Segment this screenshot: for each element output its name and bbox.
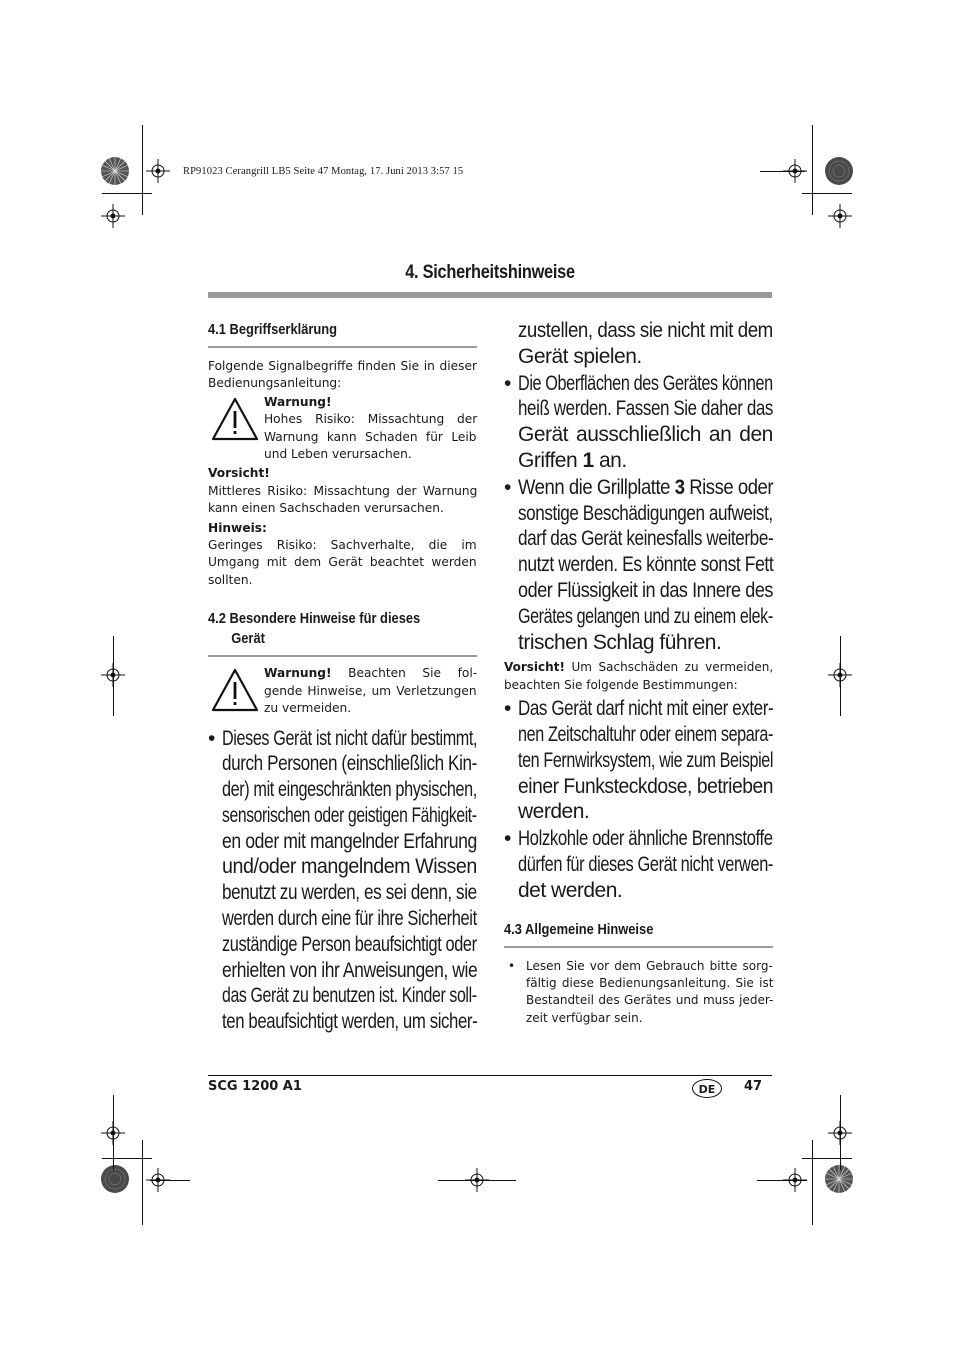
color-target-icon — [824, 1164, 854, 1194]
vorsicht-text-line: kann einen Sachschaden verursachen. — [208, 501, 444, 516]
text-line: darf das Gerät keinesfalls weiterbe- — [518, 527, 774, 551]
hinweis-label: Hinweis: — [208, 520, 267, 535]
crop-line — [113, 636, 114, 716]
text-line: Lesen Sie vor dem Gebrauch bitte sorg- — [526, 958, 773, 973]
vorsicht-notice — [504, 659, 773, 694]
registration-mark-icon — [101, 204, 125, 228]
page-title: 4. Sicherheitshinweise — [405, 262, 575, 283]
text-line: zuständige Person beaufsichtigt oder — [222, 932, 477, 956]
text-line: das Gerät zu benutzen ist. Kinder soll- — [222, 984, 477, 1008]
part-number: 1 — [582, 448, 594, 472]
text-line: Dieses Gerät ist nicht dafür bestimmt, — [222, 726, 478, 750]
warning-label: Warnung! — [264, 666, 332, 681]
crop-line — [142, 1140, 143, 1225]
text-line: Die Oberflächen des Gerätes können — [518, 371, 773, 395]
text-line: fältig diese Bedienungsanleitung. Sie ist — [526, 975, 774, 990]
text-line: einer Funksteckdose, betrieben — [518, 774, 774, 798]
text-line: Das Gerät darf nicht mit einer exter- — [518, 697, 774, 721]
text-line: zustellen, dass sie nicht mit dem — [518, 319, 773, 342]
bullet-item — [504, 371, 773, 474]
text: Griffen — [518, 448, 583, 472]
section-heading-4-2 — [208, 609, 477, 649]
section-rule — [208, 346, 477, 348]
text-line: Bestandteil des Gerätes und muss jeder- — [526, 993, 774, 1008]
text: Wenn die Grillplatte — [518, 475, 675, 499]
text-line: Gerät spielen. — [518, 344, 642, 368]
crop-line — [760, 171, 805, 172]
text-line: werden. — [518, 800, 590, 824]
text: Risse oder — [684, 475, 774, 499]
section-heading-4-2-line: 4.2 Besondere Hinweise für dieses — [208, 610, 421, 628]
crop-line — [802, 1158, 852, 1159]
right-column — [504, 318, 773, 1027]
continued-text — [504, 318, 773, 370]
text-line: Gerät ausschließlich an den — [518, 423, 773, 447]
hinweis-text-line: Geringes Risiko: Sachverhalte, die im — [208, 538, 477, 553]
text: an. — [593, 448, 627, 472]
text-line: oder Flüssigkeit in das Innere des — [518, 578, 774, 602]
text-line: sonstige Beschädigungen aufweist, — [518, 501, 773, 525]
warning-text-line: und Leben verursachen. — [264, 447, 412, 462]
crop-line — [102, 1158, 152, 1159]
hinweis-text-line: Umgang mit dem Gerät beachtet werden — [208, 555, 477, 570]
crop-line — [840, 636, 841, 716]
warning-definition — [208, 394, 477, 464]
bullet-item — [504, 475, 773, 656]
left-column — [208, 318, 477, 1035]
section-heading-4-3: 4.3 Allgemeine Hinweise — [504, 920, 654, 938]
text-line: und/oder mangelndem Wissen — [222, 855, 477, 879]
vorsicht-text-line: Mittleres Risiko: Missachtung der Warnung — [208, 483, 478, 498]
crop-line — [438, 1180, 516, 1181]
text-line: beachten Sie folgende Bestimmungen: — [504, 677, 738, 692]
text-line — [518, 448, 773, 474]
registration-mark-icon — [146, 159, 170, 183]
warning-text-line: gende Hinweise, um Verletzungen — [264, 683, 477, 698]
page-number: 47 — [744, 1079, 763, 1094]
bullet-item — [504, 826, 773, 903]
warning-text-line: Hohes Risiko: Missachtung der — [264, 412, 478, 427]
text-line: werden durch eine für ihre Sicherheit — [222, 907, 477, 931]
crop-line — [812, 125, 813, 215]
bullet-item — [208, 726, 477, 1036]
color-target-icon — [100, 156, 130, 186]
text-line: Holzkohle oder ähnliche Brennstoffe — [518, 827, 773, 851]
warning-text-line — [264, 665, 477, 682]
section-heading-4-2-line: Gerät — [231, 630, 265, 648]
text-line: durch Personen (einschließlich Kin- — [222, 752, 477, 776]
language-badge: DE — [692, 1079, 722, 1098]
text-line: sensorischen oder geistigen Fähigkeit- — [222, 803, 477, 827]
text-line: dürfen für dieses Gerät nicht verwen- — [518, 852, 773, 876]
hinweis-text-line: sollten. — [208, 572, 253, 587]
text-line: heiß werden. Fassen Sie daher das — [518, 397, 774, 421]
text-line: zeit verfügbar sein. — [526, 1010, 643, 1025]
part-number: 3 — [674, 475, 685, 499]
text-line: nen Zeitschaltuhr oder einem separa- — [518, 722, 774, 746]
vorsicht-label: Vorsicht! — [208, 466, 270, 481]
bullet-item — [504, 696, 773, 825]
text: Um Sachschäden zu vermeiden, — [564, 660, 774, 675]
model-number: SCG 1200 A1 — [208, 1079, 302, 1094]
bullet-dot: • — [504, 475, 511, 499]
warning-notice — [208, 665, 477, 717]
warning-text-line: Warnung kann Schaden für Leib — [264, 429, 477, 444]
section-rule — [504, 946, 773, 948]
warning-triangle-icon — [210, 396, 260, 442]
crop-line — [150, 1180, 190, 1181]
crop-line — [757, 1180, 807, 1181]
text-line: ten Fernwirksystem, wie zum Beispiel — [518, 748, 774, 772]
warning-text: Beachten Sie fol- — [348, 666, 478, 681]
print-slug: RP91023 Cerangrill LB5 Seite 47 Montag, 17. Juni 2013 3:57 15 — [183, 166, 464, 177]
text-line — [518, 475, 773, 501]
text-line: trischen Schlag führen. — [518, 630, 722, 654]
warning-triangle-icon — [210, 667, 260, 713]
bullet-dot: • — [208, 726, 215, 750]
crop-line — [802, 193, 852, 194]
section-4-1-body — [208, 358, 477, 589]
text-line: det werden. — [518, 878, 623, 902]
color-target-icon — [100, 1164, 130, 1194]
bullet-item — [504, 958, 773, 1028]
bullet-dot: • — [508, 958, 516, 973]
bullet-dot: • — [504, 827, 511, 851]
text-line: en oder mit mangelnder Erfahrung — [222, 829, 477, 853]
warning-label: Warnung! — [264, 394, 332, 409]
text-line: benutzt zu werden, es sei denn, sie — [222, 881, 477, 905]
crop-line — [142, 125, 143, 215]
section-heading-4-1: 4.1 Begriffserklärung — [208, 321, 338, 338]
warning-text-line: zu vermeiden. — [264, 701, 352, 716]
registration-mark-icon — [828, 204, 852, 228]
footer-rule — [208, 1075, 772, 1076]
section-rule — [208, 655, 477, 657]
bullet-dot: • — [504, 697, 511, 721]
text-line: ten beaufsichtigt werden, um sicher- — [222, 1010, 478, 1034]
vorsicht-label: Vorsicht! — [504, 660, 565, 675]
crop-line — [812, 1140, 813, 1225]
text-line: erhielten von ihr Anweisungen, wie — [222, 958, 478, 982]
title-bar — [208, 292, 772, 298]
text-line: Gerätes gelangen und zu einem elek- — [518, 604, 773, 628]
crop-line — [102, 193, 152, 194]
color-target-icon — [824, 156, 854, 186]
intro-text: Folgende Signalbegriffe finden Sie in dieser Bedienungsanleitung: — [208, 359, 477, 391]
text-line: nutzt werden. Es könnte sonst Fett — [518, 553, 774, 577]
text-line: der) mit eingeschränkten physischen, — [222, 778, 477, 802]
bullet-dot: • — [504, 371, 511, 395]
bullet-text — [222, 726, 477, 1036]
text-line — [504, 659, 773, 676]
